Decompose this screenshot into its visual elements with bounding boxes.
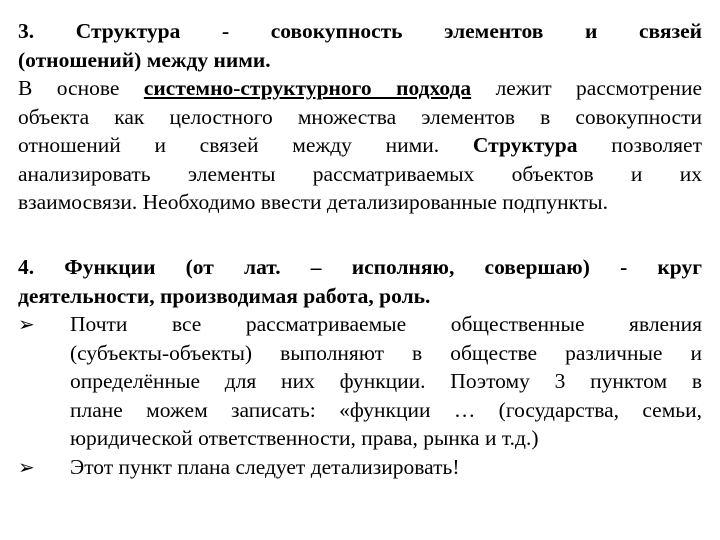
system-structural-approach-term: системно-структурного подхода	[143, 76, 472, 100]
section-3-paragraph-line: отношений и связей между ними. Структура позволяет	[18, 133, 702, 157]
bullet-1-line: Почти все рассматриваемые общественные явления	[70, 312, 702, 336]
bullet-1-line: юридической ответственности, права, рынка и т.д.)	[70, 426, 539, 450]
section-3-paragraph-line: анализировать элементы рассматриваемых объектов и их	[18, 161, 702, 186]
arrow-bullet-icon: ➢	[18, 312, 35, 336]
section-3	[18, 17, 702, 217]
section-3-heading-line-1: 3. Структура - совокупность элементов и связей	[18, 19, 703, 43]
section-4-heading-line-1: 4. Функции (от лат. – исполняю, совершаю) - круг	[18, 255, 702, 279]
bullet-item-2	[18, 453, 702, 482]
section-3-title: Структура	[75, 19, 181, 43]
section-3-paragraph-line: В основе системно-структурного подхода лежит рассмотрение	[18, 76, 702, 100]
section-3-number: 3.	[18, 19, 35, 43]
arrow-bullet-icon: ➢	[18, 454, 35, 479]
bullet-1-line: определённые для них функции. Поэтому 3 пунктом в	[70, 369, 702, 393]
section-4-heading-line-2: деятельности, производимая работа, роль.	[18, 283, 431, 308]
bullet-1-line: плане можем записать: «функции … (государства, семьи,	[70, 397, 702, 422]
bullet-item-1	[18, 310, 702, 453]
bullet-2-line: Этот пункт плана следует детализировать!	[70, 454, 460, 479]
section-3-paragraph-line: взаимосвязи. Необходимо ввести детализированные подпункты.	[18, 190, 608, 214]
bullet-1-line: (субъекты-объекты) выполняют в обществе различные и	[70, 340, 702, 365]
structure-term: Структура	[472, 133, 578, 157]
section-3-paragraph-line: объекта как целостного множества элементов в совокупности	[18, 104, 702, 129]
section-4	[18, 253, 702, 481]
section-3-heading-line-2: (отношений) между ними.	[18, 47, 271, 72]
